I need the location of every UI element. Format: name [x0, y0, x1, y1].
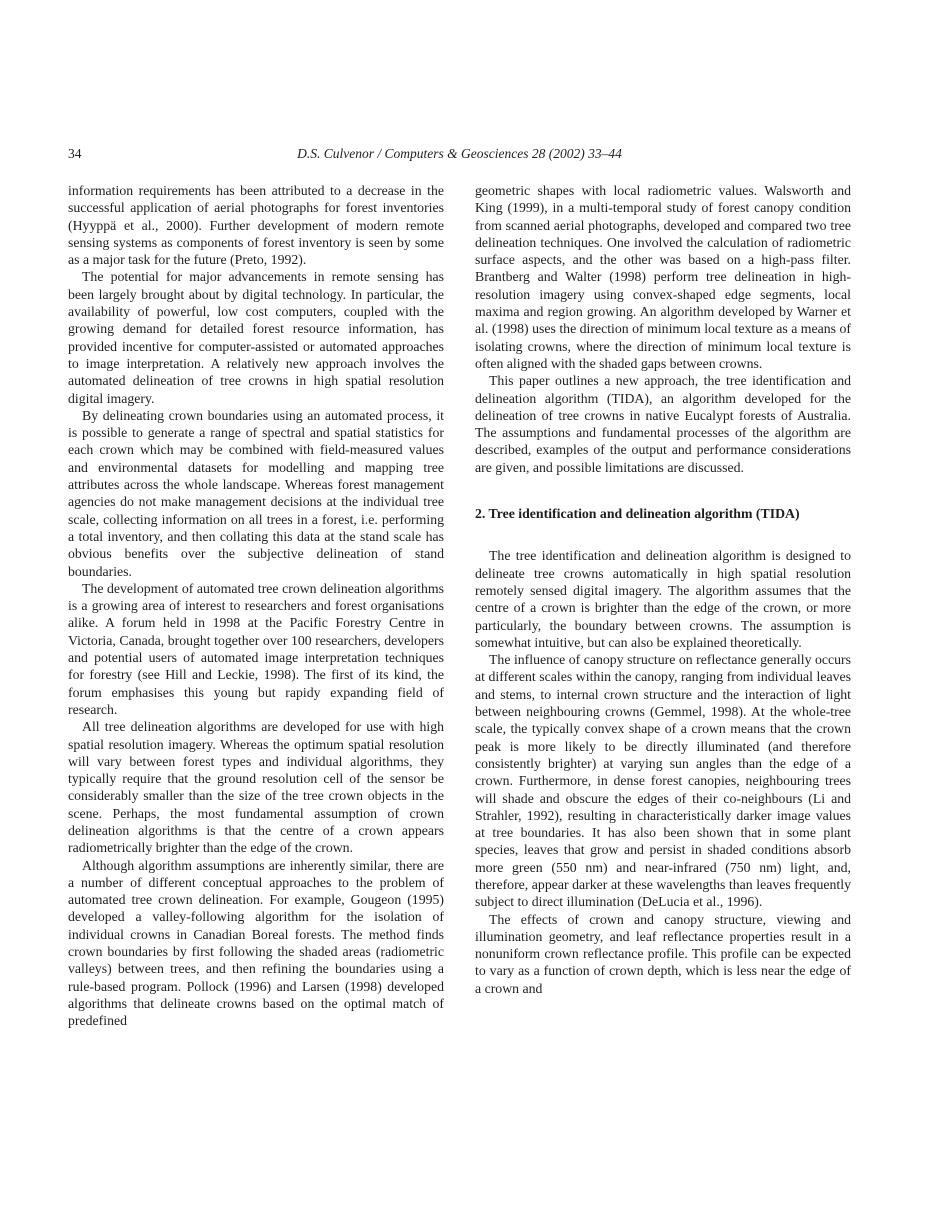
paragraph: By delineating crown boundaries using an automated process, it is possible to generate a range of spectral and spatial statistics for each crown which may be combined with field-measured values and environmental datasets for modelling and mapping tree attributes across the whole landscape. Whereas forest management agencies do not make management decisions at the individual tree scale, collecting information on all trees in a forest, i.e. performing a total inventory, and then collating this data at the stand scale has obvious benefits over the subjective delineation of stand boundaries.	[68, 407, 444, 579]
paragraph: The development of automated tree crown delineation algorithms is a growing area of interest to researchers and forest organisations alike. A forum held in 1998 at the Pacific Forestry Centre in Victoria, Canada, brought together over 100 researchers, developers and potential users of automated image interpretation techniques for forestry (see Hill and Leckie, 1998). The first of its kind, the forum emphasises this young but rapidy expanding field of research.	[68, 580, 444, 717]
paragraph: information requirements has been attributed to a decrease in the successful application of aerial photographs for forest inventories (Hyyppä et al., 2000). Further development of modern remote sensing systems as components of forest inventory is seen by some as a major task for the future (Preto, 1992).	[68, 183, 444, 268]
paragraph: All tree delineation algorithms are developed for use with high spatial resolution imagery. Whereas the optimum spatial resolution will vary between forest types and individual algorithms, they typically require that the ground resolution cell of the sensor be considerably smaller than the size of the tree crown objects in the scene. Perhaps, the most fundamental assumption of crown delineation algorithms is that the centre of a crown appears radiometrically brighter than the edge of the crown.	[68, 719, 444, 856]
article-body	[68, 182, 851, 1030]
page-number: 34	[68, 146, 82, 161]
paragraph: This paper outlines a new approach, the tree identification and delineation algorithm (TIDA), an algorithm developed for the delineation of tree crowns in native Eucalypt forests of Australia. The assumptions and fundamental processes of the algorithm are described, examples of the output and performance considerations are given, and possible limitations are discussed.	[475, 373, 851, 475]
running-title: D.S. Culvenor / Computers & Geosciences 28 (2002) 33–44	[297, 146, 622, 161]
paragraph: The influence of canopy structure on reflectance generally occurs at different scales within the canopy, ranging from individual leaves and stems, to internal crown structure and the interaction of light between neighbouring crowns (Gemmel, 1998). At the whole-tree scale, the typically convex shape of a crown means that the crown peak is more likely to be directly illuminated (and therefore consistently brighter) at varying sun angles than the edge of a crown. Furthermore, in dense forest canopies, neighbouring trees will shade and obscure the edges of their co-neighbours (Li and Strahler, 1992), resulting in characteristically darker image values at tree boundaries. It has also been shown that in some plant species, leaves that grow and persist in shaded conditions absorb more green (550 nm) and near-infrared (750 nm) light, and, therefore, appear darker at these wavelengths than leaves frequently subject to direct illumination (DeLucia et al., 1996).	[475, 652, 851, 910]
paragraph: Although algorithm assumptions are inherently similar, there are a number of different conceptual approaches to the problem of automated tree crown delineation. For example, Gougeon (1995) developed a valley-following algorithm for the isolation of individual crowns in Canadian Boreal forests. The method finds crown boundaries by first following the shaded areas (radiometric valleys) between trees, and then refining the boundaries using a rule-based program. Pollock (1996) and Larsen (1998) developed algorithms that delineate crowns based on the optimal match of predefined	[68, 857, 444, 1029]
left-column	[68, 182, 444, 1030]
paragraph: The potential for major advancements in remote sensing has been largely brought about by digital technology. In particular, the availability of powerful, low cost computers, coupled with the growing demand for detailed forest resource information, has provided incentive for computer-assisted or automated approaches to image interpretation. A relatively new approach involves the automated delineation of tree crowns in high spatial resolution digital imagery.	[68, 269, 444, 406]
page-header	[68, 146, 851, 166]
paragraph: geometric shapes with local radiometric values. Walsworth and King (1999), in a multi-temporal study of forest canopy condition from scanned aerial photographs, developed and compared two tree delineation techniques. One involved the calculation of radiometric surface aspects, and the other was based on a high-pass filter. Brantberg and Walter (1998) perform tree delineation in high-resolution imagery using convex-shaped edge segments, local maxima and region growing. An algorithm developed by Warner et al. (1998) uses the direction of minimum local texture as a means of isolating crowns, where the direction of minimum local texture is often aligned with the shaded gaps between crowns.	[475, 183, 851, 371]
right-column	[475, 182, 851, 1030]
section-heading: 2. Tree identification and delineation algorithm (TIDA)	[475, 506, 800, 522]
paragraph: The tree identification and delineation algorithm is designed to delineate tree crowns automatically in high spatial resolution remotely sensed digital imagery. The algorithm assumes that the centre of a crown is brighter than the edge of the crown, or more particularly, the boundary between crowns. The assumption is somewhat intuitive, but can also be explained theoretically.	[475, 548, 851, 650]
paragraph: The effects of crown and canopy structure, viewing and illumination geometry, and leaf reflectance properties result in a nonuniform crown reflectance profile. This profile can be expected to vary as a function of crown depth, which is less near the edge of a crown and	[475, 911, 851, 996]
